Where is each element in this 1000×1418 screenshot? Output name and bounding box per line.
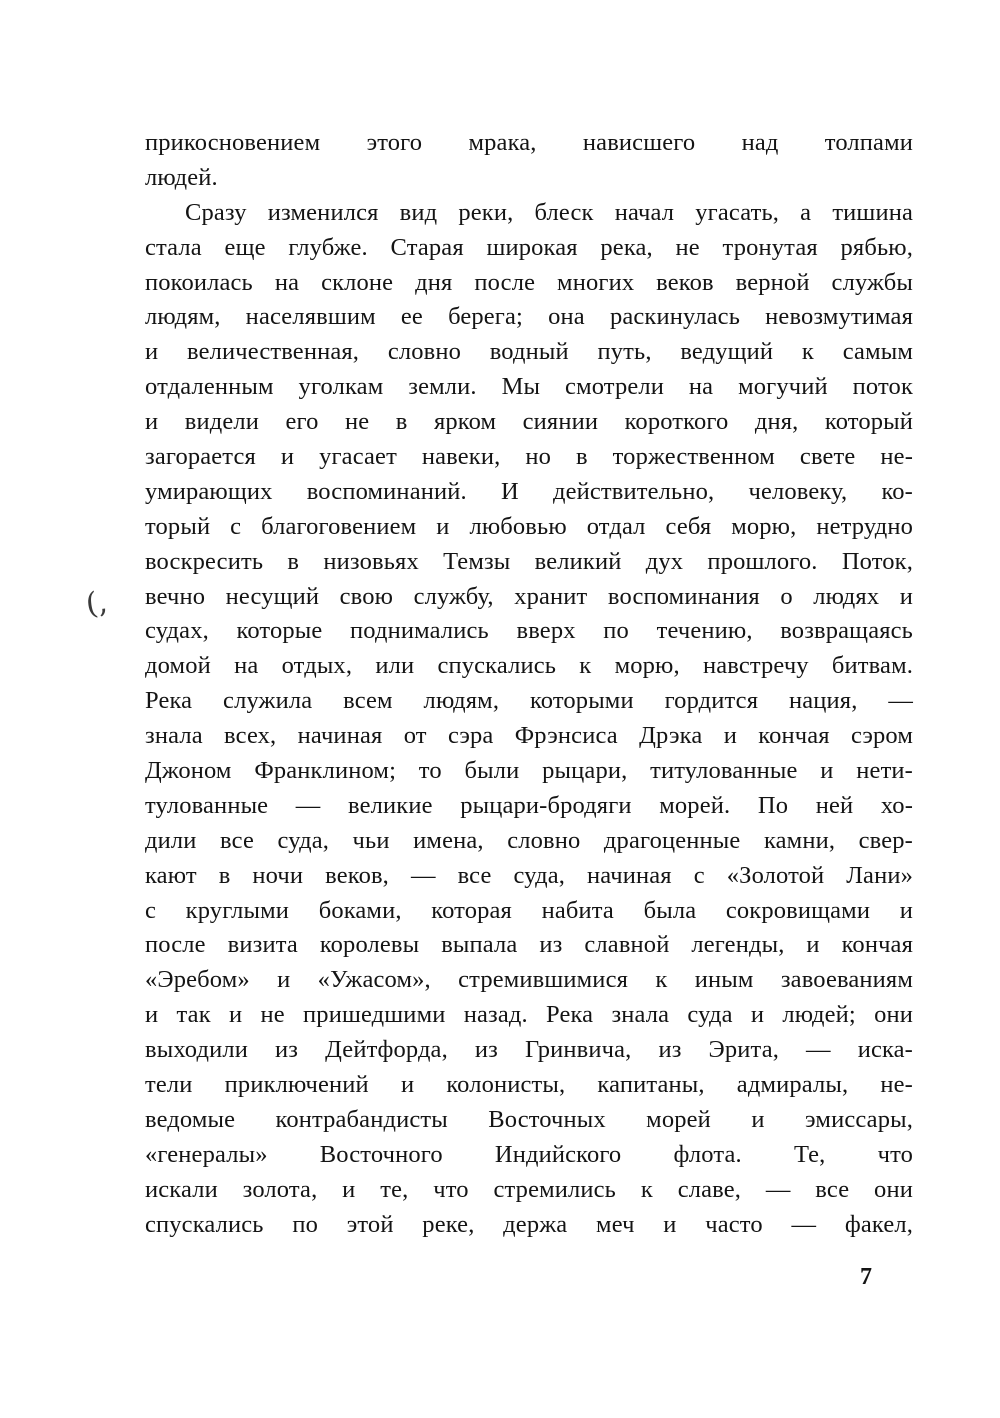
text-line: знала всех, начиная от сэра Фрэнсиса Дрэка и кончая сэром: [145, 722, 913, 750]
text-line: спускались по этой реке, держа меч и часто — факел,: [145, 1210, 913, 1238]
text-line: «генералы» Восточного Индийского флота. Те, что: [145, 1140, 913, 1168]
text-line: тулованные — великие рыцари-бродяги морей. По ней хо-: [145, 791, 913, 819]
text-line: и величественная, словно водный путь, ведущий к самым: [145, 338, 913, 366]
text-line: с круглыми боками, которая набита была сокровищами и: [145, 896, 913, 924]
text-line: стала еще глубже. Старая широкая река, не тронутая рябью,: [145, 233, 913, 261]
text-line: людей.: [145, 163, 218, 191]
text-line: судах, которые поднимались вверх по течению, возвращаясь: [145, 617, 913, 645]
body-text: [145, 126, 913, 1243]
text-line: тели приключений и колонисты, капитаны, адмиралы, не-: [145, 1071, 913, 1099]
text-line: и так и не пришедшими назад. Река знала суда и людей; они: [145, 1001, 913, 1029]
text-line: выходили из Дейтфорда, из Гринвича, из Эрита, — иска-: [145, 1036, 913, 1064]
text-line: Джоном Франклином; то были рыцари, титулованные и нети-: [145, 757, 913, 785]
text-line: прикосновением этого мрака, нависшего над толпами: [145, 129, 913, 156]
text-line: искали золота, и те, что стремились к славе, — все они: [145, 1175, 913, 1203]
page-number: 7: [860, 1264, 872, 1290]
text-line: кают в ночи веков, — все суда, начиная с «Золотой Лани»: [145, 861, 913, 889]
text-line: покоилась на склоне дня после многих веков верной службы: [145, 268, 913, 296]
text-line: воскресить в низовьях Темзы великий дух прошлого. Поток,: [145, 547, 913, 575]
text-line: отдаленным уголкам земли. Мы смотрели на могучий поток: [145, 373, 913, 401]
text-line: Река служила всем людям, которыми гордится нация, —: [145, 687, 913, 715]
text-line: Сразу изменился вид реки, блеск начал угасать, а тишина: [185, 198, 913, 226]
text-line: людям, населявшим ее берега; она раскинулась невозмутимая: [145, 303, 913, 331]
text-line: после визита королевы выпала из славной легенды, и кончая: [145, 931, 913, 959]
text-line: вечно несущий свою службу, хранит воспоминания о людях и: [145, 582, 913, 610]
text-line: «Эребом» и «Ужасом», стремившимися к иным завоеваниям: [145, 966, 913, 994]
text-line: загорается и угасает навеки, но в торжественном свете не-: [145, 443, 913, 471]
text-line: и видели его не в ярком сиянии короткого дня, который: [145, 408, 913, 436]
text-line: домой на отдых, или спускались к морю, навстречу битвам.: [145, 652, 913, 680]
margin-pencil-mark: (,: [83, 584, 110, 623]
text-line: ведомые контрабандисты Восточных морей и эмиссары,: [145, 1105, 913, 1133]
text-line: умирающих воспоминаний. И действительно, человеку, ко-: [145, 477, 913, 505]
text-line: торый с благоговением и любовью отдал себя морю, нетрудно: [145, 512, 913, 540]
text-line: дили все суда, чьи имена, словно драгоценные камни, свер-: [145, 826, 913, 854]
